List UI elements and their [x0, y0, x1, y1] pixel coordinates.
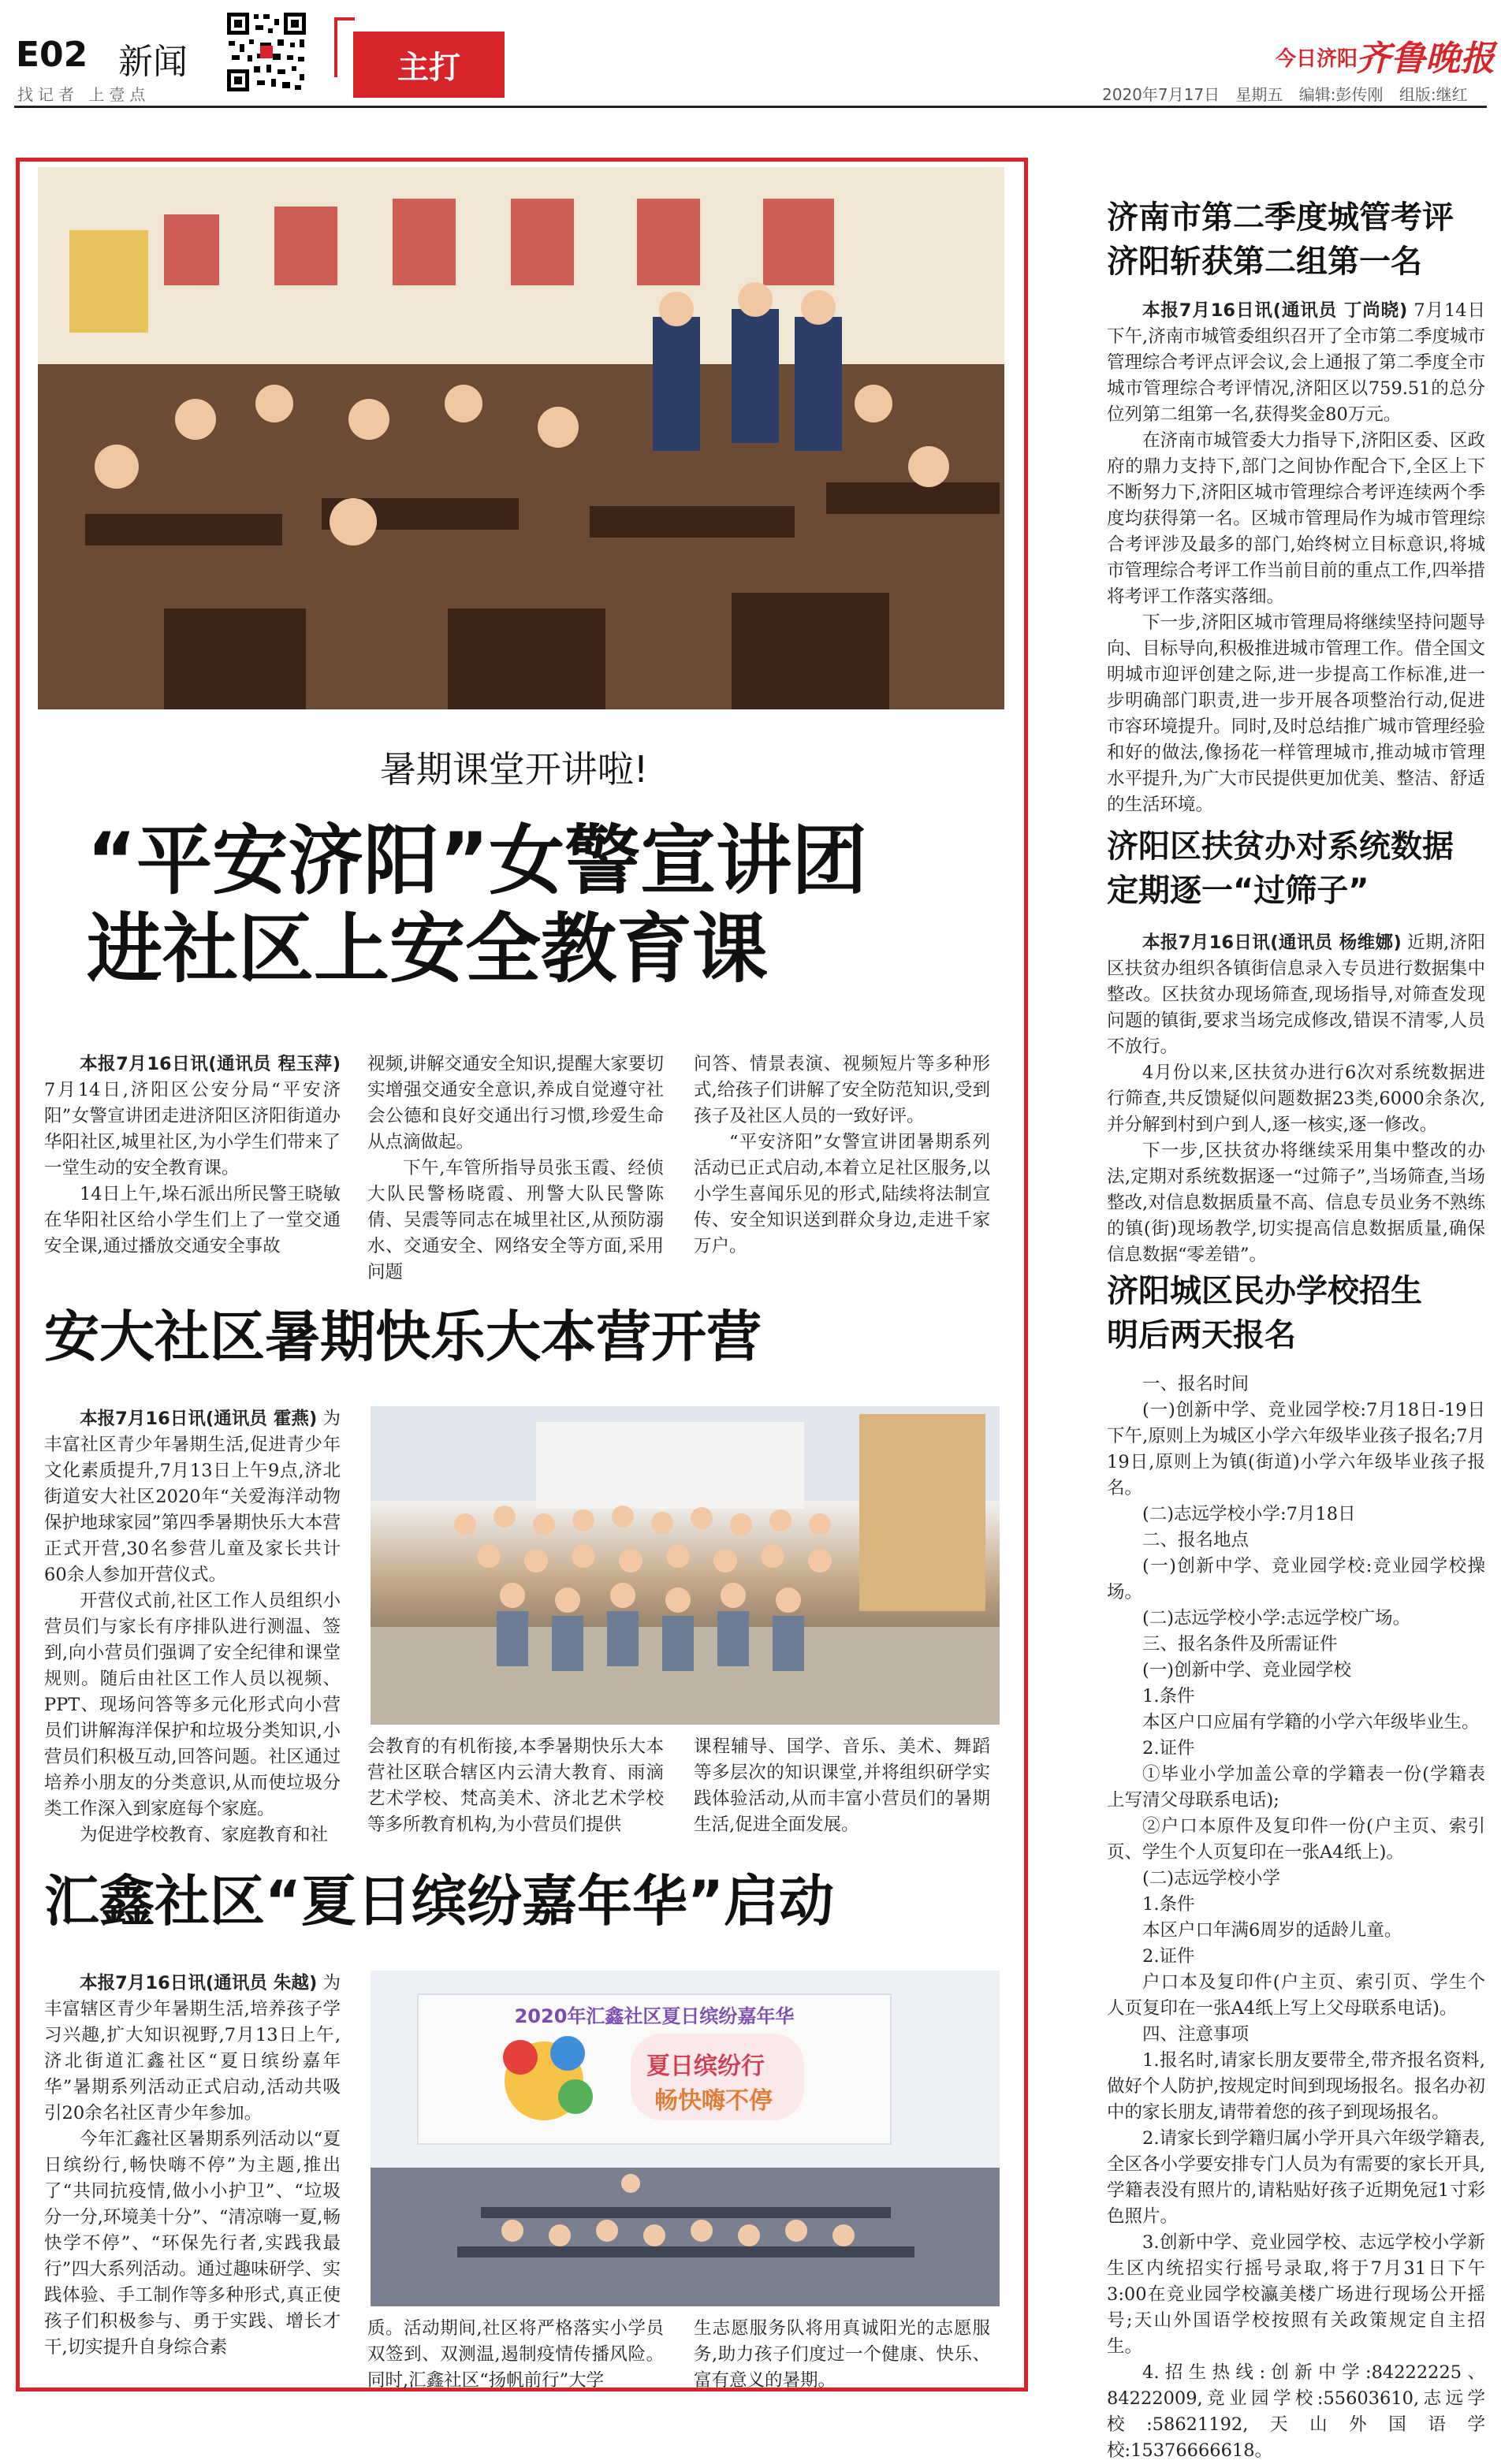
right1-body — [1107, 298, 1485, 818]
story3-paragraph: 为丰富辖区青少年暑期生活,培养孩子学习兴趣,扩大知识视野,7月13日上午,济北街道汇鑫社区“夏日缤纷嘉年华”暑期系列活动正式启动,活动共吸引20余名社区青少年参加。 — [44, 1973, 341, 2123]
right2-title-line1: 济阳区扶贫办对系统数据 — [1107, 828, 1454, 865]
story2-column-3 — [694, 1734, 990, 1838]
issue-date: 2020年7月17日 — [1102, 85, 1220, 104]
story3-paragraph: 生志愿服务队将用真诚阳光的志愿服务,助力孩子们度过一个健康、快乐、富有意义的暑期。 — [694, 2318, 990, 2391]
right1-title-line2: 济阳斩获第二组第一名 — [1107, 244, 1422, 280]
right3-line: (二)志远学校小学 — [1142, 1868, 1281, 1889]
right3-title-line1: 济阳城区民办学校招生 — [1107, 1273, 1422, 1309]
right3-title-line2: 明后两天报名 — [1107, 1317, 1296, 1353]
section-name: 新闻 — [118, 42, 188, 82]
right2-title — [1107, 824, 1485, 913]
right3-line: (一)创新中学、竞业园学校:竞业园学校操场。 — [1107, 1556, 1485, 1602]
photo-slogan-2: 畅快嗨不停 — [654, 2087, 773, 2115]
story3-column-2 — [367, 2316, 664, 2394]
right3-line: 四、注意事项 — [1142, 2024, 1250, 2045]
right2-paragraph: 下一步,区扶贫办将继续采用集中整改的办法,定期对系统数据逐一“过筛子”,当场筛查,当场整改,对信息数据质量不高、信息专员业务不熟练的镇(街)现场教学,切实提高信息数据质量,确保信息数据“零差错”。 — [1107, 1141, 1485, 1265]
story1-paragraph: “平安济阳”女警宣讲团暑期系列活动已正式启动,本着立足社区服务,以小学生喜闻乐见的形式,陆续将法制宣传、安全知识送到群众身边,走进千家万户。 — [694, 1132, 990, 1256]
right3-line: 二、报名地点 — [1142, 1530, 1250, 1550]
right1-title — [1107, 195, 1485, 284]
story3-title: 汇鑫社区“夏日缤纷嘉年华”启动 — [44, 1869, 835, 1934]
right1-paragraph: 7月14日下午,济南市城管委组织召开了全市第二季度城市管理综合考评点评会议,会上通报了第二季度全市城市管理综合考评情况,济阳区以759.51的总分位列第二组第一名,获得奖金80万元。 — [1107, 300, 1486, 425]
story1-paragraph: 14日上午,垛石派出所民警王晓敏在华阳社区给小学生们上了一堂交通安全课,通过播放交通安全事故 — [44, 1184, 341, 1256]
story2-paragraph: 会教育的有机衔接,本季暑期快乐大本营社区联合辖区内云清大教育、雨滴艺术学校、梵高美术、济北艺术学校等多所教育机构,为小营员们提供 — [367, 1736, 664, 1835]
story1-title-line1: “平安济阳”女警宣讲团 — [87, 817, 868, 905]
right3-line: (二)志远学校小学:志远学校广场。 — [1142, 1608, 1411, 1628]
right3-line: ②户口本原件及复印件一份(户主页、索引页、学生个人页复印在一张A4纸上)。 — [1107, 1816, 1485, 1863]
right3-line: 三、报名条件及所需证件 — [1142, 1634, 1338, 1654]
right3-line: 1.条件 — [1142, 1686, 1195, 1707]
story1-column-1 — [44, 1051, 341, 1260]
story2-paragraph: 为丰富社区青少年暑期生活,促进青少年文化素质提升,7月13日上午9点,济北街道安大社区2020年“关爱海洋动物 保护地球家园”第四季暑期快乐大本营正式开营,30名参营儿童及家长共计60余人参加开营仪式。 — [44, 1409, 341, 1585]
story1-lead: 本报7月16日讯(通讯员 程玉萍) — [80, 1054, 341, 1074]
right3-line: 1.条件 — [1142, 1894, 1195, 1915]
right3-line: 1.报名时,请家长朋友要带全,带齐报名资料,做好个人防护,按规定时间到现场报名。报名办初中的家长朋友,请带着您的孩子到现场报名。 — [1107, 2050, 1485, 2123]
story2-title: 安大社区暑期快乐大本营开营 — [44, 1305, 762, 1369]
section-tag-label: 主打 — [353, 32, 505, 98]
brand-sub: 今日济阳 — [1276, 47, 1358, 71]
right3-line: 2.证件 — [1142, 1946, 1195, 1967]
slogan: 找记者 上壹点 — [17, 85, 151, 104]
photo-slogan-1: 夏日缤纷行 — [646, 2053, 765, 2080]
story1-paragraph: 问答、情景表演、视频短片等多种形式,给孩子们讲解了安全防范知识,受到孩子及社区人员的一致好评。 — [694, 1054, 990, 1126]
right2-paragraph: 近期,济阳区扶贫办组织各镇街信息录入专员进行数据集中整改。区扶贫办现场筛查,现场指导,对筛查发现问题的镇街,要求当场完成修改,错误不清零,人员不放行。 — [1107, 932, 1485, 1057]
issue-layout: 组版:继红 — [1399, 85, 1468, 104]
qr-code-icon — [225, 11, 307, 93]
police-class-photo — [38, 167, 1004, 709]
story3-paragraph: 今年汇鑫社区暑期系列活动以“夏日缤纷行,畅快嗨不停”为主题,推出了“共同抗疫情,做小小护卫”、“垃圾分一分,环境美十分”、“清凉嗨一夏,畅快学不停”、“环保先行者,实践我最行”四大系列活动。通过趣味研学、实践体验、手工制作等多种形式,真正使孩子们积极参与、勇于实践、增长才干,切实提升自身综合素 — [44, 2129, 341, 2358]
brand-logo: 齐鲁晚报 — [1356, 39, 1495, 79]
right3-line: 3.创新中学、竞业园学校、志远学校小学新生区内统招实行摇号录取,将于7月31日下午3:00在竞业园学校瀛美楼广场进行现场公开摇号;天山外国语学校按照有关政策规定自主招生。 — [1107, 2232, 1485, 2357]
right1-paragraph: 下一步,济阳区城市管理局将继续坚持问题导向、目标导向,积极推进城市管理工作。借全国文明城市迎评创建之际,进一步提高工作标准,进一步明确部门职责,进一步开展各项整治行动,促进市容环境提升。同时,及时总结推广城市管理经验和好的做法,像扬花一样管理城市,推动城市管理水平提升,为广大市民提供更加优美、整洁、舒适的生活环境。 — [1107, 612, 1485, 815]
right3-line: 2.请家长到学籍归属小学开具六年级学籍表,全区各小学要安排专门人员为有需要的家长开具,学籍表没有照片的,请粘贴好孩子近期免冠1寸彩色照片。 — [1107, 2128, 1485, 2227]
story1-paragraph: 7月14日,济阳区公安分局“平安济阳”女警宣讲团走进济阳区济阳街道办华阳社区,城里社区,为小学生们带来了一堂生动的安全教育课。 — [44, 1080, 341, 1178]
story3-column-3 — [694, 2316, 990, 2394]
story2-paragraph: 为促进学校教育、家庭教育和社 — [80, 1825, 329, 1845]
safety-camp-photo — [371, 1406, 1000, 1725]
right3-line: 本区户口年满6周岁的适龄儿童。 — [1142, 1920, 1402, 1941]
story1-column-2 — [367, 1051, 664, 1286]
photo-banner-text: 2020年汇鑫社区夏日缤纷嘉年华 — [514, 2005, 795, 2027]
story3-paragraph: 质。活动期间,社区将严格落实小学员双签到、双测温,遏制疫情传播风险。同时,汇鑫社区“扬帆前行”大学 — [367, 2318, 664, 2391]
story2-paragraph: 课程辅导、国学、音乐、美术、舞蹈等多层次的知识课堂,并将组织研学实践体验活动,从而丰富小营员们的暑期生活,促进全面发展。 — [694, 1736, 990, 1835]
section-tag — [331, 14, 505, 102]
story1-paragraph: 下午,车管所指导员张玉霞、经侦大队民警杨晓霞、刑警大队民警陈倩、吴震等同志在城里社区,从预防溺水、交通安全、网络安全等方面,采用问题 — [367, 1158, 664, 1282]
story2-paragraph: 开营仪式前,社区工作人员组织小营员们与家长有序排队进行测温、签到,向小营员们强调了安全纪律和课堂规则。随后由社区工作人员以视频、PPT、现场问答等多元化形式向小营员们讲解海洋保护和垃圾分类知识,小营员们积极互动,回答问题。社区通过培养小朋友的分类意识,从而使垃圾分类工作深入到家庭每个家庭。 — [44, 1591, 341, 1819]
issue-editor: 编辑:彭传刚 — [1298, 85, 1384, 104]
issue-meta — [1102, 82, 1468, 105]
story1-title — [87, 817, 867, 993]
carnival-photo — [371, 1971, 1000, 2306]
issue-weekday: 星期五 — [1235, 85, 1283, 104]
right3-line: (二)志远学校小学:7月18日 — [1142, 1504, 1356, 1524]
right1-title-line1: 济南市第二季度城管考评 — [1107, 199, 1454, 236]
right1-lead: 本报7月16日讯(通讯员 丁尚晓) — [1142, 300, 1408, 321]
story1-subtitle: 暑期课堂开讲啦! — [379, 748, 649, 791]
story2-lead: 本报7月16日讯(通讯员 霍燕) — [80, 1409, 318, 1429]
right3-line: 4.招生热线:创新中学:84222225、84222009,竞业园学校:55603610,志远学校:58621192,天山外国语学校:15376666618。 — [1107, 2362, 1485, 2461]
story3-lead: 本报7月16日讯(通讯员 朱越) — [80, 1973, 318, 1993]
right3-line: ①毕业小学加盖公章的学籍表一份(学籍表上写清父母联系电话); — [1107, 1764, 1485, 1811]
story1-title-line2: 进社区上安全教育课 — [87, 905, 768, 993]
right1-paragraph: 在济南市城管委大力指导下,济阳区委、区政府的鼎力支持下,部门之间协作配合下,全区上下不断努力下,济阳区城市管理综合考评连续两个季度均获得第一名。区城市管理局作为城市管理综合考评涉及最多的部门,始终树立目标意识,将城市管理综合考评工作当前目前的重点工作,四举措将考评工作落实落细。 — [1107, 430, 1485, 607]
story2-column-1 — [44, 1406, 341, 1848]
right2-title-line2: 定期逐一“过筛子” — [1107, 873, 1369, 909]
story2-column-2 — [367, 1734, 664, 1838]
right3-line: (一)创新中学、竞业园学校 — [1142, 1660, 1352, 1681]
right3-body — [1107, 1372, 1485, 2464]
right3-title — [1107, 1269, 1485, 1357]
page-number: E02 — [16, 35, 88, 75]
right3-line: 2.证件 — [1142, 1738, 1195, 1759]
story1-column-3 — [694, 1051, 990, 1260]
right2-paragraph: 4月份以来,区扶贫办进行6次对系统数据进行筛查,共反馈疑似问题数据23类,6000余条次,并分解到村到户到人,逐一核实,逐一修改。 — [1107, 1063, 1485, 1135]
header-rule — [14, 106, 1487, 108]
story1-paragraph: 视频,讲解交通安全知识,提醒大家要切实增强交通安全意识,养成自觉遵守社会公德和良好交通出行习惯,珍爱生命从点滴做起。 — [367, 1054, 664, 1152]
right3-line: 一、报名时间 — [1142, 1374, 1250, 1394]
right3-line: (一)创新中学、竞业园学校:7月18日-19日下午,原则上为城区小学六年级毕业孩子报名;7月19日,原则上为镇(街道)小学六年级毕业孩子报名。 — [1107, 1400, 1485, 1498]
story3-column-1 — [44, 1971, 341, 2361]
right2-body — [1107, 930, 1485, 1268]
right3-line: 本区户口应届有学籍的小学六年级毕业生。 — [1142, 1712, 1480, 1733]
right2-lead: 本报7月16日讯(通讯员 杨维娜) — [1142, 932, 1402, 953]
right3-line: 户口本及复印件(户主页、索引页、学生个人页复印在一张A4纸上写上父母联系电话)。 — [1107, 1972, 1485, 2019]
